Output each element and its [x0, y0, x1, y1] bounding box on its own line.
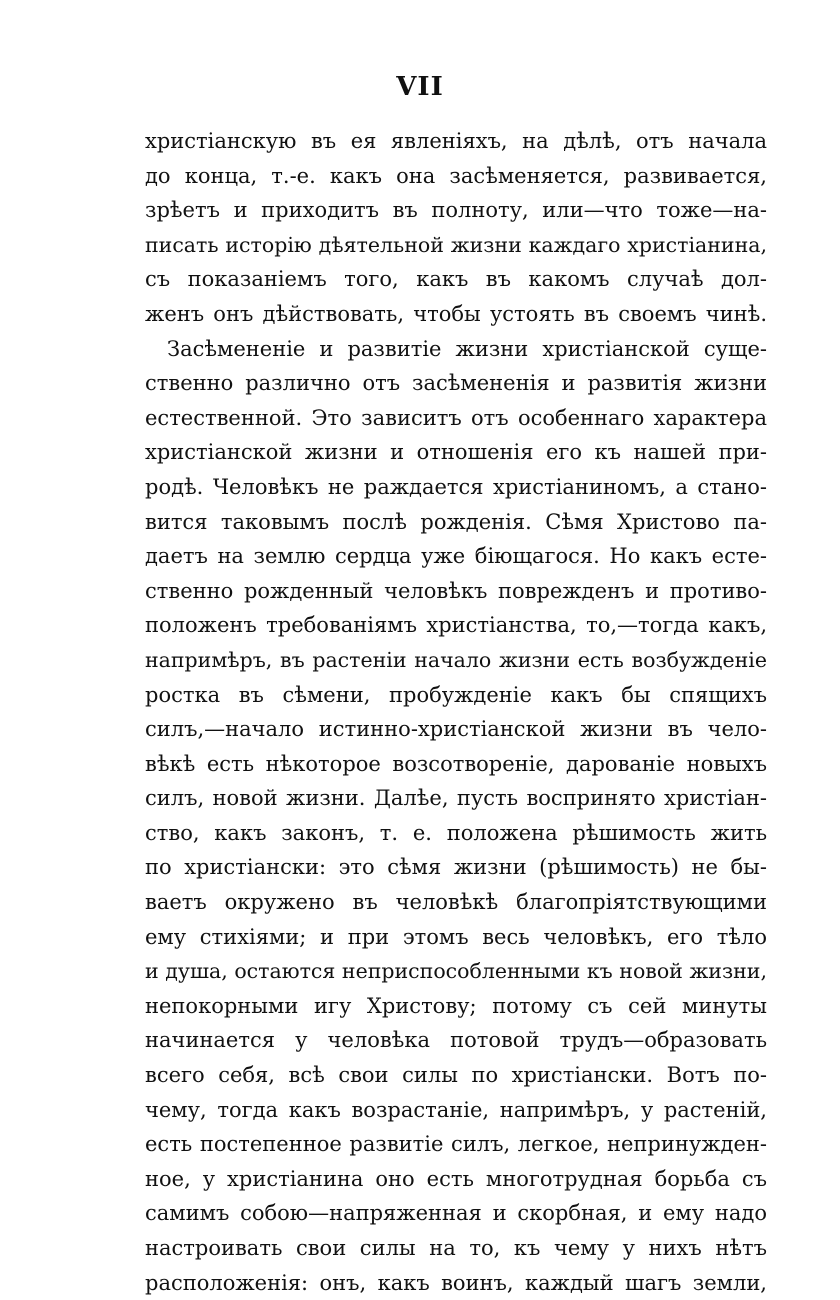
text-line: до конца, т.-е. какъ она засѣменяется, развивается,	[145, 163, 767, 188]
text-line: ство, какъ законъ, т. е. положена рѣшимость жить	[145, 820, 767, 845]
text-line: ственно различно отъ засѣмененія и развитія жизни	[145, 371, 767, 396]
text-line: родѣ. Человѣкъ не раждается христіаниномъ, а стано-	[145, 474, 767, 499]
text-line: напримѣръ, въ растеніи начало жизни есть возбужденіе	[145, 647, 767, 672]
text-line: самимъ собою—напряженная и скорбная, и ему надо	[145, 1201, 767, 1226]
text-line: Засѣмененіе и развитіе жизни христіанской суще-	[167, 336, 767, 361]
text-line: ваетъ окружено въ человѣкѣ благопріятствующими	[145, 890, 767, 915]
text-line: естественной. Это зависитъ отъ особеннаго характера	[145, 405, 767, 430]
text-line: настроивать свои силы на то, къ чему у нихъ нѣтъ	[145, 1236, 767, 1260]
text-line: есть постепенное развитіе силъ, легкое, непринужден-	[145, 1132, 767, 1157]
text-line: по христіански: это сѣмя жизни (рѣшимость) не бы-	[145, 855, 767, 880]
text-line: писать исторію дѣятельной жизни каждаго христіанина,	[145, 232, 767, 257]
page-number: VII	[396, 72, 444, 102]
text-line: силъ, новой жизни. Далѣе, пусть воспринято христіан-	[145, 786, 767, 811]
text-line: непокорными игу Христову; потому съ сей минуты	[145, 993, 767, 1018]
text-line: начинается у человѣка потовой трудъ—образовать	[145, 1028, 767, 1053]
text-line: положенъ требованіямъ христіанства, то,—тогда какъ,	[145, 613, 767, 638]
text-line: зрѣетъ и приходитъ въ полноту, или—что тоже—на-	[145, 198, 767, 223]
text-line: даетъ на землю сердца уже біющагося. Но какъ есте-	[145, 544, 767, 569]
text-line: ное, у христіанина оно есть многотрудная борьба съ	[145, 1166, 767, 1191]
paragraph	[145, 124, 767, 332]
text-line: ственно рожденный человѣкъ поврежденъ и противо-	[145, 578, 767, 603]
text-line: чему, тогда какъ возрастаніе, напримѣръ, у растеній,	[145, 1097, 767, 1122]
text-line: всего себя, всѣ свои силы по христіански. Вотъ по-	[145, 1063, 767, 1088]
paragraph	[145, 332, 767, 1300]
text-line: вится таковымъ послѣ рожденія. Сѣмя Христово па-	[145, 509, 767, 534]
text-line: христіанскую въ ея явленіяхъ, на дѣлѣ, отъ начала	[145, 129, 767, 153]
text-line: ему стихіями; и при этомъ весь человѣкъ, его тѣло	[145, 924, 767, 949]
text-line: расположенія: онъ, какъ воинъ, каждый шагъ земли,	[145, 1270, 767, 1295]
text-line: вѣкѣ есть нѣкоторое возсотвореніе, дарованіе новыхъ	[145, 751, 767, 776]
text-line: женъ онъ дѣйствовать, чтобы устоять въ своемъ чинѣ.	[145, 301, 767, 326]
body-text	[145, 124, 767, 1300]
text-line: ростка въ сѣмени, пробужденіе какъ бы спящихъ	[145, 682, 767, 707]
text-line: силъ,—начало истинно-христіанской жизни въ чело-	[145, 717, 767, 742]
text-line: и душа, остаются неприспособленными къ новой жизни,	[145, 959, 767, 984]
text-line: съ показаніемъ того, какъ въ какомъ случаѣ дол-	[145, 267, 767, 292]
text-line: христіанской жизни и отношенія его къ нашей при-	[145, 440, 767, 465]
